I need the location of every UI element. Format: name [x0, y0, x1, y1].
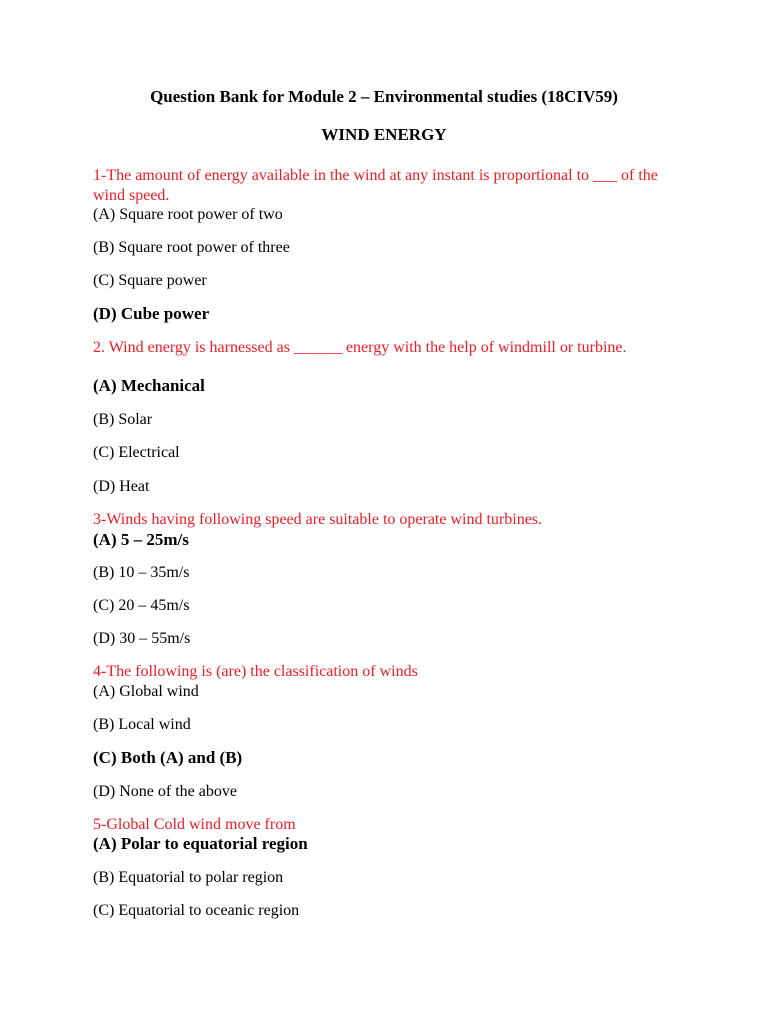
question-2-text: 2. Wind energy is harnessed as ______ energy with the help of windmill or turbine.: [93, 339, 627, 356]
question-3-text: 3-Winds having following speed are suitable to operate wind turbines.: [93, 511, 543, 528]
q1-option-d-correct: (D) Cube power: [93, 304, 210, 323]
q2-option-b: (B) Solar: [93, 411, 153, 428]
q3-option-c: (C) 20 – 45m/s: [93, 597, 190, 614]
q1-option-b: (B) Square root power of three: [93, 239, 290, 256]
q1-option-c: (C) Square power: [93, 272, 207, 289]
question-5-text: 5-Global Cold wind move from: [93, 816, 296, 833]
q5-option-b: (B) Equatorial to polar region: [93, 869, 284, 886]
section-title: WIND ENERGY: [321, 125, 447, 144]
q1-option-a: (A) Square root power of two: [93, 206, 283, 223]
question-1-text: 1-The amount of energy available in the wind at any instant is proportional to ___ of the wind speed.: [93, 167, 658, 204]
q5-option-a-correct: (A) Polar to equatorial region: [93, 834, 308, 853]
q3-option-b: (B) 10 – 35m/s: [93, 564, 190, 581]
q4-option-d: (D) None of the above: [93, 783, 237, 800]
q4-option-c-correct: (C) Both (A) and (B): [93, 748, 243, 767]
q3-option-d: (D) 30 – 55m/s: [93, 630, 191, 647]
q2-option-a-correct: (A) Mechanical: [93, 376, 205, 395]
document-title: Question Bank for Module 2 – Environmental studies (18CIV59): [150, 87, 618, 106]
q4-option-b: (B) Local wind: [93, 716, 191, 733]
q2-option-d: (D) Heat: [93, 478, 150, 495]
q2-option-c: (C) Electrical: [93, 444, 180, 461]
q4-option-a: (A) Global wind: [93, 683, 199, 700]
question-4-text: 4-The following is (are) the classification of winds: [93, 663, 418, 680]
q5-option-c: (C) Equatorial to oceanic region: [93, 902, 300, 919]
q3-option-a-correct: (A) 5 – 25m/s: [93, 530, 189, 549]
